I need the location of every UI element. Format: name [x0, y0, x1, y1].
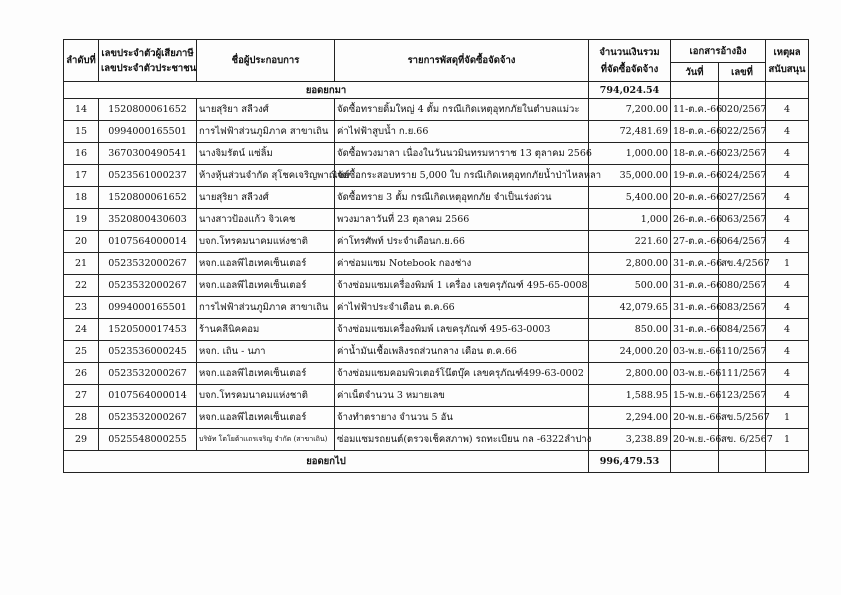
row-amount: 35,000.00: [589, 165, 671, 187]
row-taxid: 1520800061652: [99, 99, 197, 121]
row-seq: 20: [64, 231, 99, 253]
row-item: จ้างซ่อมแซมคอมพิวเตอร์โน๊ตบุ๊ค เลขครุภัณฑ์499-63-0002: [335, 363, 589, 385]
row-taxid: 1520500017453: [99, 319, 197, 341]
row-docno: 083/2567: [719, 297, 766, 319]
row-seq: 24: [64, 319, 99, 341]
row-reason: 1: [766, 253, 809, 275]
row-docno: สข. 6/2567: [719, 429, 766, 451]
header-items: รายการพัสดุที่จัดซื้อจัดจ้าง: [335, 40, 589, 82]
header-vendor: ชื่อผู้ประกอบการ: [197, 40, 335, 82]
row-date: 20-ต.ค.-66: [671, 187, 719, 209]
row-taxid: 0523532000267: [99, 253, 197, 275]
header-reason: [766, 40, 809, 82]
table-row: [64, 363, 809, 385]
row-reason: 4: [766, 297, 809, 319]
row-date: 03-พ.ย.-66: [671, 341, 719, 363]
header-taxid: [99, 40, 197, 82]
row-taxid: 0994000165501: [99, 121, 197, 143]
header-amount-line1: จำนวนเงินรวม: [599, 46, 660, 58]
row-reason: 4: [766, 143, 809, 165]
row-vendor: หจก. เถิน - นภา: [197, 341, 335, 363]
table-row: [64, 187, 809, 209]
row-amount: 1,000: [589, 209, 671, 231]
row-date: 20-พ.ย.-66: [671, 429, 719, 451]
row-seq: 28: [64, 407, 99, 429]
empty-cell: [766, 451, 809, 473]
table-row: [64, 165, 809, 187]
row-amount: 7,200.00: [589, 99, 671, 121]
row-amount: 24,000.20: [589, 341, 671, 363]
row-amount: 1,588.95: [589, 385, 671, 407]
row-amount: 1,000.00: [589, 143, 671, 165]
table-row: [64, 407, 809, 429]
carry-over-row: [64, 451, 809, 473]
row-docno: 123/2567: [719, 385, 766, 407]
table-row: [64, 143, 809, 165]
row-taxid: 0523532000267: [99, 407, 197, 429]
carry-over-label: ยอดยกไป: [64, 451, 589, 473]
row-reason: 4: [766, 275, 809, 297]
row-item: ค่าไฟฟ้าสูบน้ำ ก.ย.66: [335, 121, 589, 143]
row-seq: 16: [64, 143, 99, 165]
row-docno: 027/2567: [719, 187, 766, 209]
row-seq: 23: [64, 297, 99, 319]
row-reason: 4: [766, 121, 809, 143]
header-seq: ลำดับที่: [64, 40, 99, 82]
row-seq: 19: [64, 209, 99, 231]
row-reason: 4: [766, 231, 809, 253]
row-vendor: นายสุริยา สลีวงศ์: [197, 99, 335, 121]
row-item: จัดซื้อพวงมาลา เนื่องในวันนวมินทรมหาราช 13 ตุลาคม 2566: [335, 143, 589, 165]
row-taxid: 0525548000255: [99, 429, 197, 451]
empty-cell: [671, 82, 719, 99]
row-vendor: บจก.โทรคมนาคมแห่งชาติ: [197, 231, 335, 253]
row-item: ค่าซ่อมแซม Notebook กองช่าง: [335, 253, 589, 275]
procurement-table: [63, 39, 809, 473]
row-docno: 023/2567: [719, 143, 766, 165]
row-date: 31-ต.ค.-66: [671, 275, 719, 297]
row-date: 18-ต.ค.-66: [671, 143, 719, 165]
row-item: ค่าน้ำมันเชื้อเพลิงรถส่วนกลาง เดือน ต.ค.66: [335, 341, 589, 363]
row-reason: 1: [766, 429, 809, 451]
row-amount: 221.60: [589, 231, 671, 253]
row-vendor: นางจิมรัตน์ แซ่ลิ้ม: [197, 143, 335, 165]
row-date: 31-ต.ค.-66: [671, 253, 719, 275]
table-row: [64, 231, 809, 253]
row-reason: 4: [766, 319, 809, 341]
row-item: ค่าโทรศัพท์ ประจำเดือนก.ย.66: [335, 231, 589, 253]
row-amount: 42,079.65: [589, 297, 671, 319]
row-seq: 15: [64, 121, 99, 143]
row-seq: 27: [64, 385, 99, 407]
row-amount: 500.00: [589, 275, 671, 297]
row-reason: 4: [766, 363, 809, 385]
row-taxid: 0523536000245: [99, 341, 197, 363]
row-item: ค่าเน็ตจำนวน 3 หมายเลข: [335, 385, 589, 407]
row-taxid: 0523532000267: [99, 275, 197, 297]
row-taxid: 0523561000237: [99, 165, 197, 187]
header-taxid-line1: เลขประจำตัวผู้เสียภาษี: [101, 47, 194, 59]
row-amount: 2,294.00: [589, 407, 671, 429]
row-docno: 022/2567: [719, 121, 766, 143]
row-seq: 22: [64, 275, 99, 297]
row-taxid: 3520800430603: [99, 209, 197, 231]
row-taxid: 1520800061652: [99, 187, 197, 209]
row-date: 11-ต.ค.-66: [671, 99, 719, 121]
header-reason-line1: เหตุผล: [773, 46, 801, 58]
row-item: พวงมาลาวันที่ 23 ตุลาคม 2566: [335, 209, 589, 231]
row-reason: 4: [766, 209, 809, 231]
header-amount: [589, 40, 671, 82]
row-docno: สข.4/2567: [719, 253, 766, 275]
row-reason: 4: [766, 165, 809, 187]
row-vendor: หจก.แอลพีไฮเทคเซ็นเตอร์: [197, 253, 335, 275]
empty-cell: [719, 451, 766, 473]
row-docno: 064/2567: [719, 231, 766, 253]
row-vendor: การไฟฟ้าส่วนภูมิภาค สาขาเถิน: [197, 297, 335, 319]
row-reason: 4: [766, 187, 809, 209]
row-vendor: นางสาวป้องแก้ว จิวเคช: [197, 209, 335, 231]
row-amount: 2,800.00: [589, 363, 671, 385]
row-docno: 024/2567: [719, 165, 766, 187]
row-date: 15-พ.ย.-66: [671, 385, 719, 407]
row-vendor: บจก.โทรคมนาคมแห่งชาติ: [197, 385, 335, 407]
row-seq: 14: [64, 99, 99, 121]
row-item: จ้างซ่อมแซมเครื่องพิมพ์ 1 เครื่อง เลขครุภัณฑ์ 495-65-0008: [335, 275, 589, 297]
row-reason: 1: [766, 407, 809, 429]
row-vendor: หจก.แอลพีไฮเทคเซ็นเตอร์: [197, 363, 335, 385]
row-vendor: ร้านคลีนิคคอม: [197, 319, 335, 341]
row-taxid: 0107564000014: [99, 231, 197, 253]
row-vendor: การไฟฟ้าส่วนภูมิภาค สาขาเถิน: [197, 121, 335, 143]
empty-cell: [766, 82, 809, 99]
row-amount: 2,800.00: [589, 253, 671, 275]
row-item: จัดซื้อทรายดิ้มใหญ่ 4 ตั้ม กรณีเกิดเหตุอุทกภัยในตำบลแม่วะ: [335, 99, 589, 121]
table-row: [64, 385, 809, 407]
table-row: [64, 319, 809, 341]
row-docno: 110/2567: [719, 341, 766, 363]
row-docno: 084/2567: [719, 319, 766, 341]
row-seq: 25: [64, 341, 99, 363]
row-docno: 063/2567: [719, 209, 766, 231]
table-row: [64, 209, 809, 231]
table-row: [64, 297, 809, 319]
row-vendor: ห้างหุ้นส่วนจำกัด สุโชคเจริญพาณิชย์: [197, 165, 335, 187]
table-row: [64, 275, 809, 297]
empty-cell: [719, 82, 766, 99]
row-docno: 020/2567: [719, 99, 766, 121]
carry-over-amount: 996,479.53: [589, 451, 671, 473]
row-taxid: 0523532000267: [99, 363, 197, 385]
row-item: ค่าไฟฟ้าประจำเดือน ต.ค.66: [335, 297, 589, 319]
row-seq: 17: [64, 165, 99, 187]
table-row: [64, 429, 809, 451]
row-item: จ้างซ่อมแซมเครื่องพิมพ์ เลขครุภัณฑ์ 495-63-0003: [335, 319, 589, 341]
row-docno: 080/2567: [719, 275, 766, 297]
row-date: 20-พ.ย.-66: [671, 407, 719, 429]
row-vendor: บริษัท โตโยต้าเเถรเจริญ จำกัด (สาขาเถิน): [197, 429, 335, 451]
row-date: 27-ต.ค.-66: [671, 231, 719, 253]
row-seq: 18: [64, 187, 99, 209]
row-amount: 72,481.69: [589, 121, 671, 143]
row-date: 19-ต.ค.-66: [671, 165, 719, 187]
row-date: 26-ต.ค.-66: [671, 209, 719, 231]
empty-cell: [671, 451, 719, 473]
header-taxid-line2: เลขประจำตัวประชาชน: [101, 62, 197, 74]
row-docno: 111/2567: [719, 363, 766, 385]
carry-forward-amount: 794,024.54: [589, 82, 671, 99]
row-item: จัดซื้อทราย 3 ตั้ม กรณีเกิดเหตุอุทกภัย จำเป็นเร่งด่วน: [335, 187, 589, 209]
row-reason: 4: [766, 385, 809, 407]
carry-forward-label: ยอดยกมา: [64, 82, 589, 99]
header-date: วันที่: [671, 63, 719, 82]
row-amount: 850.00: [589, 319, 671, 341]
row-taxid: 3670300490541: [99, 143, 197, 165]
row-reason: 4: [766, 341, 809, 363]
table-row: [64, 253, 809, 275]
header-refdocs: เอกสารอ้างอิง: [671, 40, 766, 63]
row-docno: สข.5/2567: [719, 407, 766, 429]
header-amount-line2: ที่จัดซื้อจัดจ้าง: [600, 63, 659, 75]
row-vendor: หจก.แอลพีไฮเทคเซ็นเตอร์: [197, 275, 335, 297]
carry-forward-row: [64, 82, 809, 99]
table-row: [64, 99, 809, 121]
row-seq: 26: [64, 363, 99, 385]
row-item: จัดซื้อกระสอบทราย 5,000 ใบ กรณีเกิดเหตุอุทกภัยน้ำป่าไหลหลา: [335, 165, 589, 187]
row-date: 31-ต.ค.-66: [671, 319, 719, 341]
row-item: จ้างทำตรายาง จำนวน 5 อัน: [335, 407, 589, 429]
row-seq: 21: [64, 253, 99, 275]
row-vendor: นายสุริยา สลีวงศ์: [197, 187, 335, 209]
row-taxid: 0107564000014: [99, 385, 197, 407]
row-item: ซ่อมแซมรถยนต์(ตรวจเช็คสภาพ) รถทะเบียน กล -6322ลำปาง: [335, 429, 589, 451]
row-date: 18-ต.ค.-66: [671, 121, 719, 143]
row-amount: 3,238.89: [589, 429, 671, 451]
row-seq: 29: [64, 429, 99, 451]
row-date: 03-พ.ย.-66: [671, 363, 719, 385]
row-vendor: หจก.แอลพีไฮเทคเซ็นเตอร์: [197, 407, 335, 429]
header-reason-line2: สนับสนุน: [768, 63, 806, 75]
row-taxid: 0994000165501: [99, 297, 197, 319]
table-row: [64, 341, 809, 363]
row-reason: 4: [766, 99, 809, 121]
row-date: 31-ต.ค.-66: [671, 297, 719, 319]
table-row: [64, 121, 809, 143]
header-docno: เลขที่: [719, 63, 766, 82]
row-amount: 5,400.00: [589, 187, 671, 209]
